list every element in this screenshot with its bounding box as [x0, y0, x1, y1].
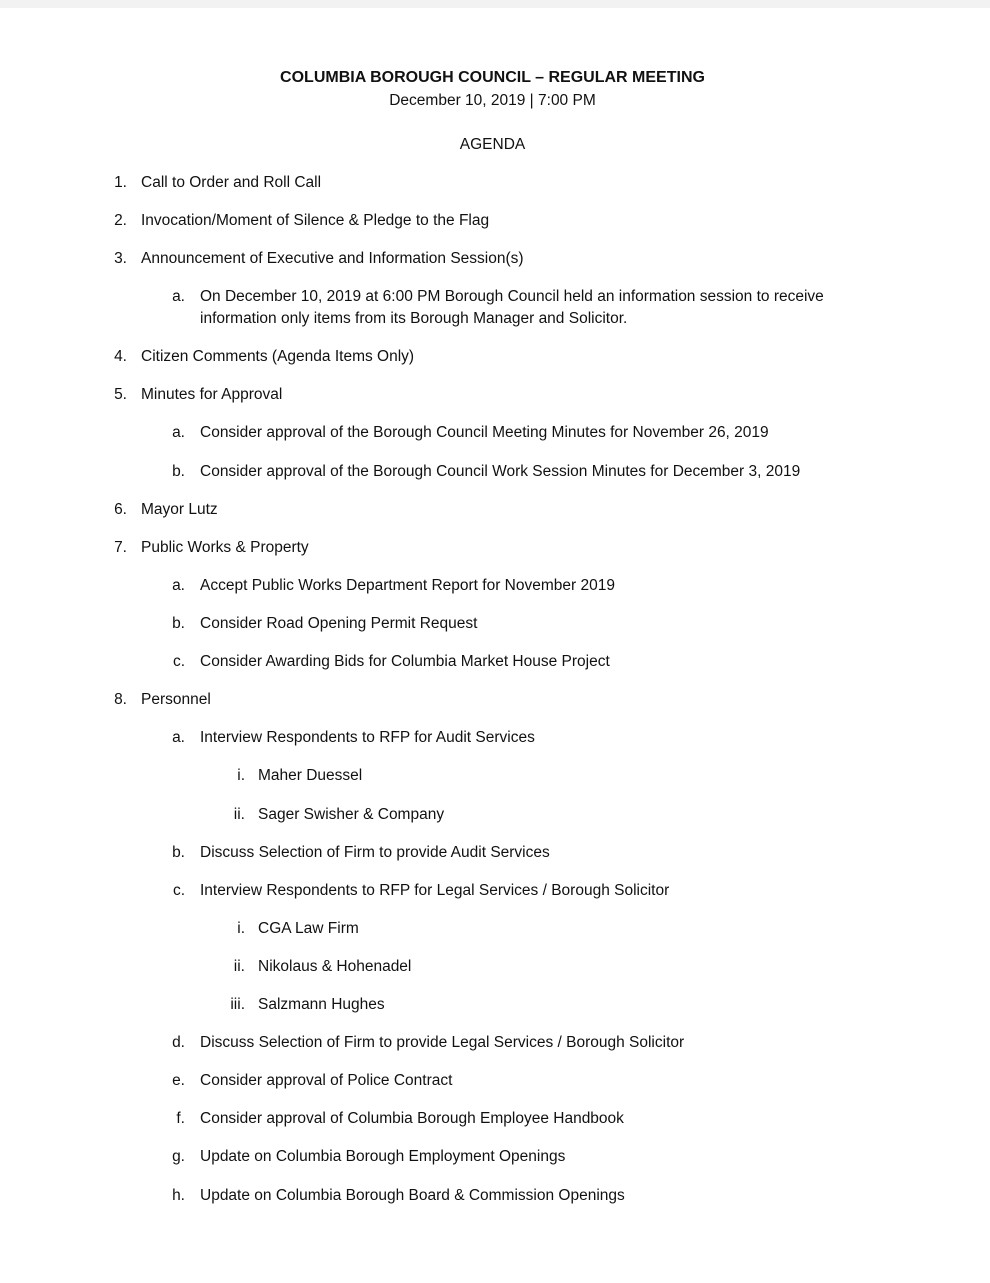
item-number: 5. — [114, 386, 127, 403]
item-number: c. — [172, 882, 185, 899]
item-number: 4. — [114, 348, 127, 365]
item-text: Update on Columbia Borough Board & Commission Openings — [200, 1187, 625, 1204]
item-number: 1. — [114, 174, 127, 191]
item-text: Interview Respondents to RFP for Audit Services — [200, 729, 535, 746]
item-number: a. — [172, 288, 185, 305]
item-number: e. — [172, 1072, 185, 1089]
item-text: Announcement of Executive and Information Session(s) — [141, 250, 524, 267]
item-text: Consider approval of the Borough Council Meeting Minutes for November 26, 2019 — [200, 424, 769, 441]
item-number: b. — [172, 615, 185, 632]
item-number: 2. — [114, 212, 127, 229]
item-number: ii. — [233, 958, 245, 975]
item-text: Call to Order and Roll Call — [141, 174, 322, 191]
item-number: ii. — [233, 806, 245, 823]
item-text: Accept Public Works Department Report for November 2019 — [200, 577, 615, 594]
item-text: Nikolaus & Hohenadel — [258, 958, 412, 975]
item-number: d. — [172, 1034, 185, 1051]
item-number: f. — [176, 1110, 185, 1127]
item-number: i. — [237, 767, 245, 784]
item-number: a. — [172, 424, 185, 441]
item-text: Public Works & Property — [141, 539, 309, 556]
item-text: Discuss Selection of Firm to provide Legal Services / Borough Solicitor — [200, 1034, 685, 1051]
item-text: CGA Law Firm — [258, 920, 359, 937]
item-number: 7. — [114, 539, 127, 556]
item-text: Consider approval of Columbia Borough Employee Handbook — [200, 1110, 624, 1127]
item-text: On December 10, 2019 at 6:00 PM Borough Council held an information session to receive information only items from its Borough Manager and Solicitor. — [200, 288, 824, 327]
item-number: i. — [237, 920, 245, 937]
item-number: a. — [172, 577, 185, 594]
item-number: a. — [172, 729, 185, 746]
item-text: Invocation/Moment of Silence & Pledge to the Flag — [141, 212, 490, 229]
meeting-date: December 10, 2019 | 7:00 PM — [389, 92, 596, 109]
item-text: Maher Duessel — [258, 767, 363, 784]
item-text: Salzmann Hughes — [258, 996, 385, 1013]
item-text: Mayor Lutz — [141, 501, 218, 518]
document-page — [0, 8, 990, 1283]
item-number: b. — [172, 463, 185, 480]
item-text: Update on Columbia Borough Employment Openings — [200, 1148, 566, 1165]
item-text: Interview Respondents to RFP for Legal Services / Borough Solicitor — [200, 882, 670, 899]
item-text: Consider approval of the Borough Council Work Session Minutes for December 3, 2019 — [200, 463, 801, 480]
item-number: g. — [172, 1148, 185, 1165]
item-text: Minutes for Approval — [141, 386, 283, 403]
item-number: b. — [172, 844, 185, 861]
item-text: Consider Road Opening Permit Request — [200, 615, 478, 632]
agenda-heading: AGENDA — [459, 136, 526, 153]
item-number: c. — [172, 653, 185, 670]
item-text: Citizen Comments (Agenda Items Only) — [141, 348, 415, 365]
page-title: COLUMBIA BOROUGH COUNCIL – REGULAR MEETING — [280, 69, 705, 86]
item-text: Consider approval of Police Contract — [200, 1072, 453, 1089]
item-number: 8. — [114, 691, 127, 708]
item-number: h. — [172, 1187, 185, 1204]
item-number: 3. — [114, 250, 127, 267]
item-text: Personnel — [141, 691, 211, 708]
item-number: 6. — [114, 501, 127, 518]
item-text: Consider Awarding Bids for Columbia Market House Project — [200, 653, 610, 670]
item-text: Discuss Selection of Firm to provide Audit Services — [200, 844, 550, 861]
item-text: Sager Swisher & Company — [258, 806, 445, 823]
item-number: iii. — [230, 996, 245, 1013]
